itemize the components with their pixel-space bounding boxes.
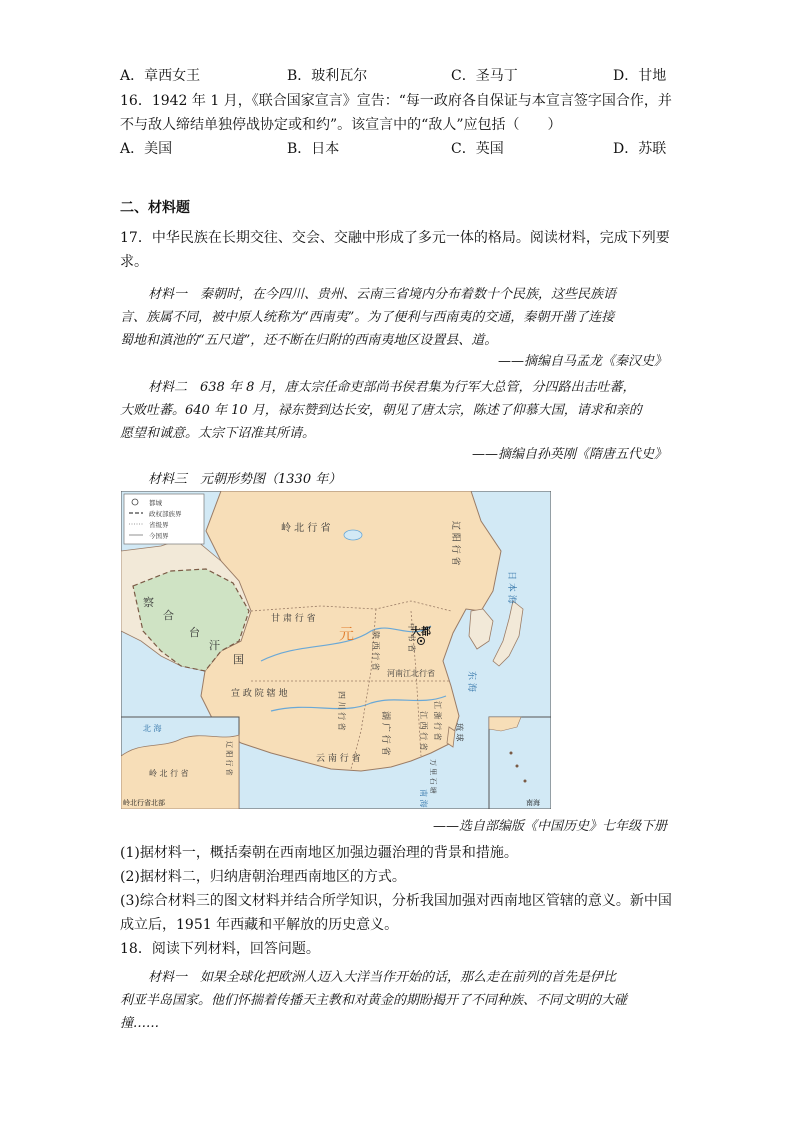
yuan-dynasty-map xyxy=(121,491,551,809)
label-donghai: 东 海 xyxy=(466,671,476,692)
label-shaanxi: 陕 西 行 省 xyxy=(371,631,380,671)
label-chagatai-3: 台 xyxy=(189,626,200,639)
label-chagatai-5: 国 xyxy=(233,653,244,666)
q16-option-b: B．日本 xyxy=(287,141,340,157)
q17-material2-line3: 愿望和诚意。太宗下诏准其所请。 xyxy=(120,426,316,441)
q18-material1-line1: 材料一 如果全球化把欧洲人迈入大洋当作开始的话，那么走在前列的首先是伊比 xyxy=(148,970,617,985)
q17-material2-line1: 材料二 638 年 8 月，唐太宗任命吏部尚书侯君集为行军大总管，分四路出击吐蕃， xyxy=(148,380,636,395)
q17-material1-source: ——摘编自马孟龙《秦汉史》 xyxy=(497,354,667,369)
inset-lingbei-prov-label: 岭 北 行 省 xyxy=(149,769,189,778)
legend-modern-border: 今国界 xyxy=(149,532,169,540)
q15-option-c: C．圣马丁 xyxy=(451,68,518,84)
inset-liaoyang-label: 辽 阳 行 省 xyxy=(225,741,233,776)
legend-regime-border: 政权部族界 xyxy=(149,510,182,518)
island-dot-3 xyxy=(524,780,527,783)
q17-map-caption: ——选自部编版《中国历史》七年级下册 xyxy=(432,819,667,834)
label-lingbei: 岭 北 行 省 xyxy=(281,523,331,534)
label-dadu: 大都 xyxy=(411,627,431,638)
label-nanhai: 南 海 xyxy=(419,789,428,808)
label-chagatai-2: 合 xyxy=(163,609,174,622)
label-henan: 河南江北行省 xyxy=(387,669,435,678)
section-heading: 二、材料题 xyxy=(120,200,190,216)
q17-stem-line1: 17．中华民族在长期交往、交会、交融中形成了多元一体的格局。阅读材料，完成下列要 xyxy=(120,230,670,246)
q17-subquestion-3-line1: (3)综合材料三的图文材料并结合所学知识，分析我国加强对西南地区管辖的意义。新中国 xyxy=(120,893,672,909)
island-dot-2 xyxy=(516,765,519,768)
q17-material2-line2: 大败吐蕃。640 年 10 月，禄东赞到达长安，朝见了唐太宗，陈述了仰慕大国，请求和亲的 xyxy=(120,403,642,418)
q17-material1-line3: 蜀地和滇池的“五尺道”，还不断在归附的西南夷地区设置县、道。 xyxy=(120,333,498,348)
label-jiangxi: 江 西 行 省 xyxy=(419,711,428,751)
q15-option-d: D．甘地 xyxy=(613,68,667,84)
q17-subquestion-1: (1)据材料一，概括秦朝在西南地区加强边疆治理的背景和措施。 xyxy=(120,845,518,861)
lake xyxy=(344,530,362,540)
label-liaoyang: 辽 阳 行 省 xyxy=(450,521,460,566)
legend-capital: 都城 xyxy=(149,499,162,507)
q17-material1-line2: 言、族属不同，被中原人统称为“西南夷”。为了便利与西南夷的交通，秦朝开凿了连接 xyxy=(120,310,615,325)
q18-stem: 18．阅读下列材料，回答问题。 xyxy=(120,941,320,957)
q16-option-a: A．美国 xyxy=(120,141,173,157)
inset-south-sea-caption: 南海 xyxy=(526,799,540,807)
label-wanli: 万 里 石 塘 xyxy=(429,759,437,794)
label-jiangzhe: 江 浙 行 省 xyxy=(433,701,442,741)
label-riben-sea: 日 本 海 xyxy=(506,571,516,604)
q17-subquestion-2: (2)据材料二，归纳唐朝治理西南地区的方式。 xyxy=(120,869,406,885)
inset-lingbei-caption: 岭北行省北部 xyxy=(123,799,165,807)
legend-province-border: 省级界 xyxy=(149,521,169,529)
q16-option-d: D．苏联 xyxy=(613,141,667,157)
q18-material1-line3: 撞…… xyxy=(120,1016,160,1031)
q17-subquestion-3-line2: 成立后，1951 年西藏和平解放的历史意义。 xyxy=(120,917,399,933)
q15-option-a: A．章西女王 xyxy=(120,68,201,84)
q17-material2-source: ——摘编自孙英刚《隋唐五代史》 xyxy=(471,447,667,462)
label-sichuan: 四 川 行 省 xyxy=(337,691,346,731)
q17-material1-line1: 材料一 秦朝时，在今四川、贵州、云南三省境内分布着数十个民族，这些民族语 xyxy=(148,287,617,302)
q18-material1-line2: 利亚半岛国家。他们怀揣着传播天主教和对黄金的期盼揭开了不同种族、不同文明的大碰 xyxy=(120,993,628,1008)
q15-option-b: B．玻利瓦尔 xyxy=(287,68,368,84)
island-dot-1 xyxy=(510,752,513,755)
q17-stem-line2: 求。 xyxy=(120,254,148,270)
label-xuanzheng: 宣 政 院 辖 地 xyxy=(231,689,288,699)
label-yunnan: 云 南 行 省 xyxy=(316,754,361,764)
label-yuan: 元 xyxy=(339,625,355,643)
label-chagatai-1: 察 xyxy=(143,596,154,609)
label-huguang: 湖 广 行 省 xyxy=(380,711,390,756)
label-liuqiu: 琉 球 xyxy=(455,723,464,742)
dadu-capital-dot xyxy=(420,640,422,642)
q16-option-c: C．英国 xyxy=(451,141,504,157)
q16-stem-line2: 不与敌人缔结单独停战协定或和约”。该宣言中的“敌人”应包括（ ） xyxy=(120,117,562,133)
label-chagatai-4: 汗 xyxy=(209,639,220,652)
label-zhongshu: 中 书 省 xyxy=(407,623,416,653)
label-gansu: 甘 肃 行 省 xyxy=(271,614,316,624)
q16-stem-line1: 16．1942 年 1 月，《联合国家宣言》宣告：“每一政府各自保证与本宣言签字国合作，并 xyxy=(120,93,672,109)
q17-material3-title: 材料三 元朝形势图（1330 年） xyxy=(148,472,342,487)
inset-lingbei-sea-label: 北 海 xyxy=(143,724,162,733)
